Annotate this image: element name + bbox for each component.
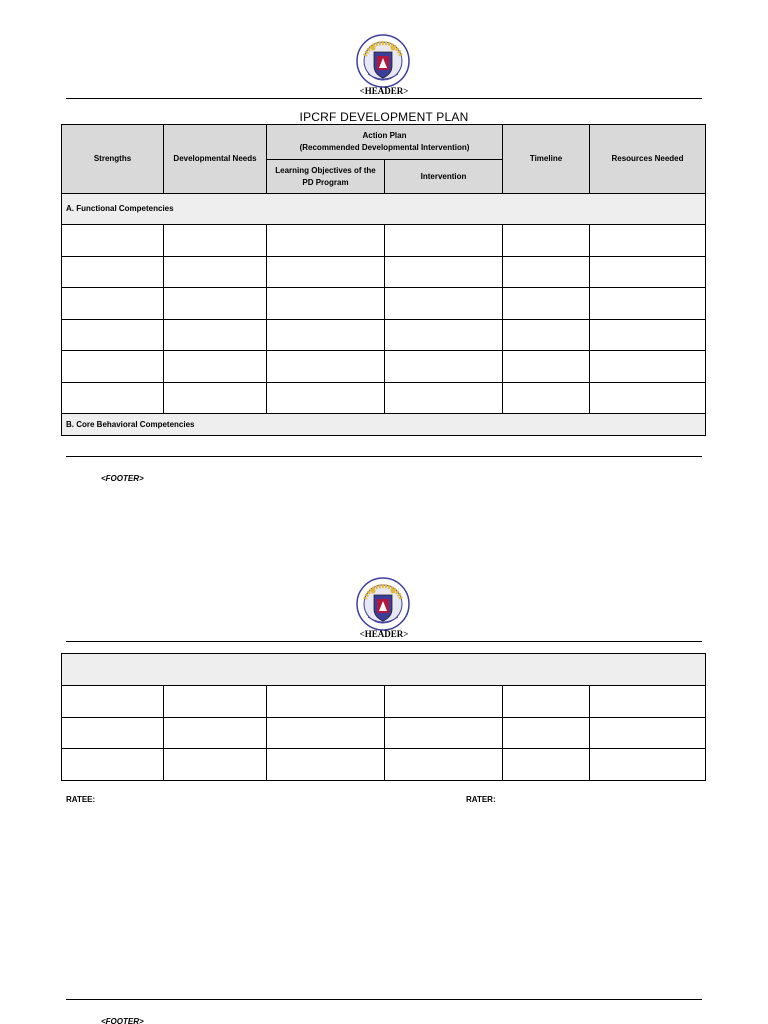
cell-input[interactable] bbox=[590, 256, 706, 288]
cell-input[interactable] bbox=[164, 749, 267, 781]
cell-input[interactable] bbox=[503, 256, 590, 288]
col-header-learning-objectives bbox=[267, 160, 385, 194]
development-plan-table bbox=[61, 124, 706, 436]
section-core-behavioral-competencies: B. Core Behavioral Competencies bbox=[62, 414, 706, 436]
page1-footer-placeholder: <FOOTER> bbox=[101, 474, 144, 483]
table-row bbox=[62, 686, 706, 718]
cell-input[interactable] bbox=[385, 256, 503, 288]
table-row bbox=[62, 225, 706, 257]
cell-input[interactable] bbox=[503, 225, 590, 257]
cell-input[interactable] bbox=[503, 319, 590, 351]
learning-objectives-line2: PD Program bbox=[302, 177, 349, 187]
cell-input[interactable] bbox=[164, 382, 267, 414]
cell-input[interactable] bbox=[503, 717, 590, 749]
cell-input[interactable] bbox=[590, 288, 706, 320]
cell-input[interactable] bbox=[590, 749, 706, 781]
col-header-action-plan bbox=[267, 125, 503, 160]
cell-input[interactable] bbox=[62, 749, 164, 781]
table-row bbox=[62, 319, 706, 351]
cell-input[interactable] bbox=[267, 351, 385, 383]
document-title: IPCRF DEVELOPMENT PLAN bbox=[299, 110, 469, 124]
cell-input[interactable] bbox=[385, 749, 503, 781]
cell-input[interactable] bbox=[590, 717, 706, 749]
table-row bbox=[62, 717, 706, 749]
cell-input[interactable] bbox=[267, 225, 385, 257]
cell-input[interactable] bbox=[164, 256, 267, 288]
cell-input[interactable] bbox=[267, 717, 385, 749]
col-header-resources-needed: Resources Needed bbox=[590, 125, 706, 194]
cell-input[interactable] bbox=[267, 749, 385, 781]
cell-input[interactable] bbox=[385, 319, 503, 351]
page2-footer-placeholder: <FOOTER> bbox=[101, 1017, 144, 1024]
cell-input[interactable] bbox=[385, 717, 503, 749]
cell-input[interactable] bbox=[267, 256, 385, 288]
learning-objectives-line1: Learning Objectives of the bbox=[275, 165, 376, 175]
col-header-timeline: Timeline bbox=[503, 125, 590, 194]
col-header-intervention: Intervention bbox=[385, 160, 503, 194]
cell-input[interactable] bbox=[590, 351, 706, 383]
cell-input[interactable] bbox=[385, 686, 503, 718]
cell-input[interactable] bbox=[62, 382, 164, 414]
section-row-blank bbox=[62, 654, 706, 686]
cell-input[interactable] bbox=[164, 717, 267, 749]
page2-footer-rule bbox=[66, 999, 702, 1000]
cell-input[interactable] bbox=[590, 225, 706, 257]
cell-input[interactable] bbox=[385, 288, 503, 320]
cell-input[interactable] bbox=[385, 351, 503, 383]
rater-label: RATER: bbox=[466, 795, 496, 804]
action-plan-subtitle: (Recommended Developmental Intervention) bbox=[299, 143, 470, 152]
cell-input[interactable] bbox=[590, 319, 706, 351]
cell-input[interactable] bbox=[503, 382, 590, 414]
cell-input[interactable] bbox=[503, 351, 590, 383]
table-row bbox=[62, 351, 706, 383]
cell-input[interactable] bbox=[590, 382, 706, 414]
page1-header-placeholder: <HEADER> bbox=[359, 86, 409, 96]
page1-header-rule bbox=[66, 98, 702, 99]
cell-input[interactable] bbox=[62, 319, 164, 351]
cell-input[interactable] bbox=[164, 288, 267, 320]
page1-footer-rule bbox=[66, 456, 702, 457]
cell-input[interactable] bbox=[385, 225, 503, 257]
cell-input[interactable] bbox=[62, 225, 164, 257]
cell-input[interactable] bbox=[164, 319, 267, 351]
cell-input[interactable] bbox=[503, 686, 590, 718]
action-plan-title: Action Plan bbox=[362, 131, 407, 140]
deped-seal-logo bbox=[356, 577, 410, 631]
cell-input[interactable] bbox=[62, 256, 164, 288]
cell-input[interactable] bbox=[267, 288, 385, 320]
cell-input[interactable] bbox=[62, 288, 164, 320]
cell-input[interactable] bbox=[62, 686, 164, 718]
table-row bbox=[62, 256, 706, 288]
table-row bbox=[62, 382, 706, 414]
deped-seal-logo bbox=[356, 34, 410, 88]
cell-input[interactable] bbox=[267, 319, 385, 351]
ratee-label: RATEE: bbox=[66, 795, 96, 804]
cell-input[interactable] bbox=[164, 351, 267, 383]
cell-input[interactable] bbox=[385, 382, 503, 414]
section-functional-competencies: A. Functional Competencies bbox=[62, 194, 706, 225]
page2-header-placeholder: <HEADER> bbox=[359, 629, 409, 639]
cell-input[interactable] bbox=[62, 717, 164, 749]
cell-input[interactable] bbox=[164, 225, 267, 257]
col-header-developmental-needs: Developmental Needs bbox=[164, 125, 267, 194]
development-plan-table-continued bbox=[61, 653, 706, 781]
table-row bbox=[62, 749, 706, 781]
cell-input[interactable] bbox=[62, 351, 164, 383]
cell-input[interactable] bbox=[164, 686, 267, 718]
page2-header-rule bbox=[66, 641, 702, 642]
cell-input[interactable] bbox=[590, 686, 706, 718]
cell-input[interactable] bbox=[503, 749, 590, 781]
cell-input[interactable] bbox=[267, 686, 385, 718]
table-row bbox=[62, 288, 706, 320]
cell-input[interactable] bbox=[267, 382, 385, 414]
cell-input[interactable] bbox=[503, 288, 590, 320]
col-header-strengths: Strengths bbox=[62, 125, 164, 194]
